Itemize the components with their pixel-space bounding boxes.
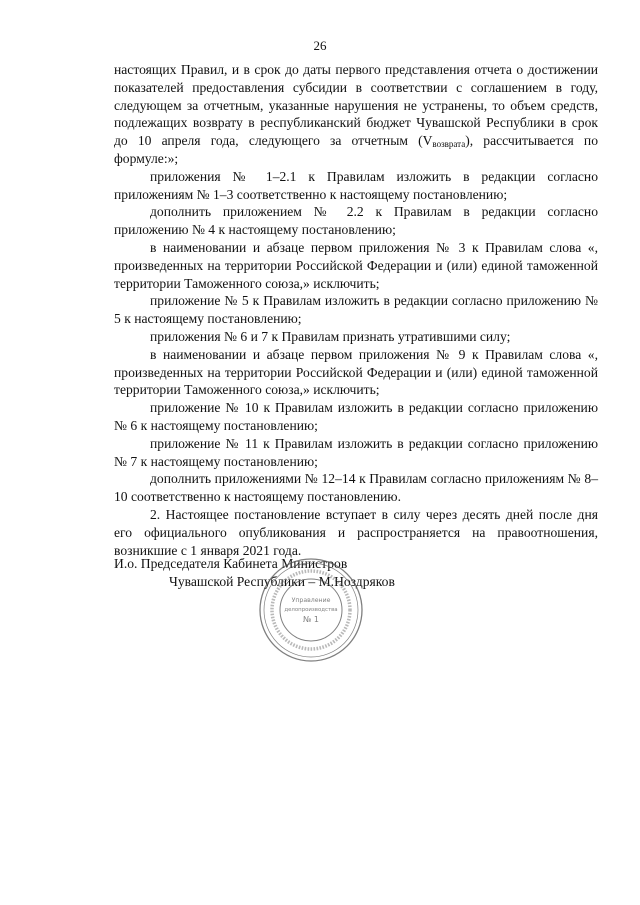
subscript-v-return: возврата xyxy=(432,139,466,150)
stamp-inner-text-1: Управление xyxy=(291,597,331,604)
paragraph-text-tail: ), рассчитывается по формуле:»; xyxy=(114,133,598,166)
official-stamp-seal xyxy=(258,557,364,663)
signature-name: Чувашской Республики – М.Ноздряков xyxy=(169,574,395,589)
paragraph-annex-3: в наименовании и абзаце первом приложения № 3 к Правилам слова «, произведенных на территории Российской Федерации и (или) единой таможенной территории Таможенного союза,» исключить; xyxy=(114,239,598,291)
document-body xyxy=(114,61,598,559)
paragraph-annex-5: приложения № 6 и 7 к Правилам признать утратившими силу; xyxy=(150,328,511,344)
paragraph-annex-4: приложение № 5 к Правилам изложить в редакции согласно приложению № 5 к настоящему постановлению; xyxy=(114,293,598,327)
paragraph-entry-into-force: 2. Настоящее постановление вступает в силу через десять дней после дня его официального опубликования и распространяется на правоотношения, возникшие с 1 января 2021 года. xyxy=(114,506,598,558)
signature-position: И.о. Председателя Кабинета Министров xyxy=(114,556,348,571)
page-number: 26 xyxy=(313,38,327,53)
paragraph-annex-2: дополнить приложением № 2.2 к Правилам в редакции согласно приложению № 4 к настоящему постановлению; xyxy=(114,204,598,238)
stamp-inner-text-3: № 1 xyxy=(303,615,319,624)
paragraph-annex-9: дополнить приложениями № 12–14 к Правилам согласно приложениям № 8–10 соответственно к настоящему постановлению. xyxy=(114,471,598,505)
paragraph-text: настоящих Правил, и в срок до даты первого представления отчета о достижении показателей предоставления субсидии в соответствии с соглашением в году, следующем за отчетным, указанные нарушения не устранены, то объем средств, подлежащих возврату в республиканский бюджет Чувашской Республики в срок до 10 апреля года, следующего за отчетным (V xyxy=(114,62,598,149)
stamp-inner-text-2: делопроизводства xyxy=(284,607,338,613)
paragraph-continuation xyxy=(114,61,598,168)
paragraph-annex-6: в наименовании и абзаце первом приложения № 9 к Правилам слова «, произведенных на территории Российской Федерации и (или) единой таможенной территории Таможенного союза,» исключить; xyxy=(114,346,598,398)
paragraph-annex-1: приложения № 1–2.1 к Правилам изложить в редакции согласно приложениям № 1–3 соответственно к настоящему постановлению; xyxy=(114,168,598,202)
paragraph-annex-7: приложение № 10 к Правилам изложить в редакции согласно приложению № 6 к настоящему постановлению; xyxy=(114,400,598,433)
paragraph-annex-8: приложение № 11 к Правилам изложить в редакции согласно приложению № 7 к настоящему постановлению; xyxy=(114,435,598,469)
